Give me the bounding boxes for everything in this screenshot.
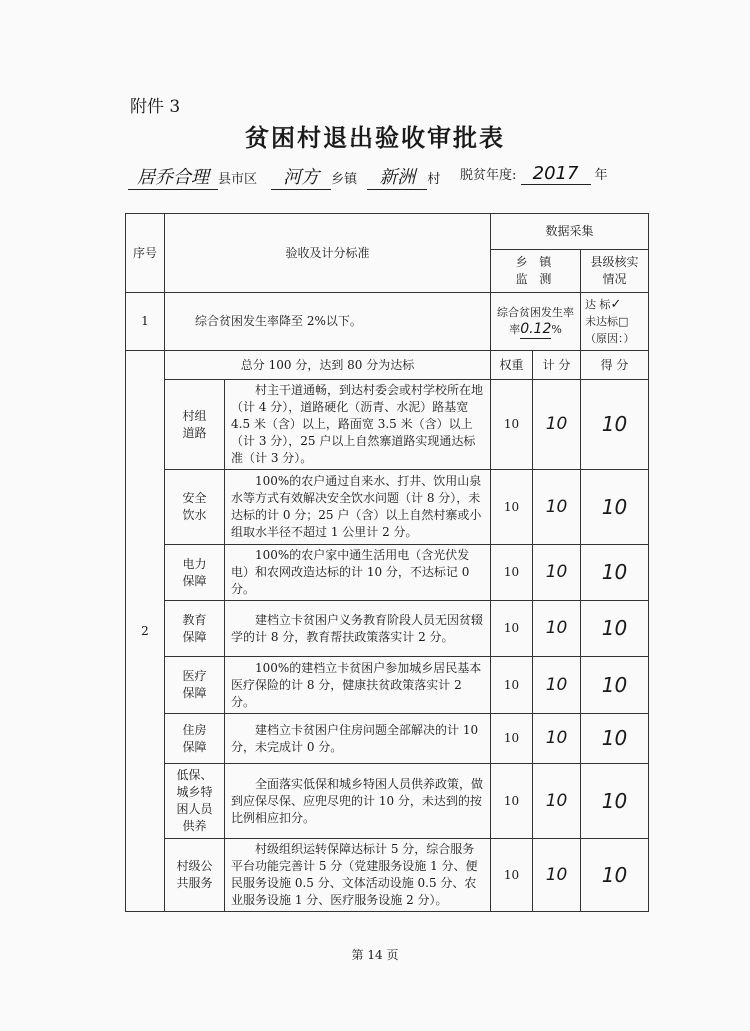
item-score: 10 <box>533 601 581 657</box>
item-row <box>126 380 649 470</box>
township-handwritten: 河方 <box>271 163 331 190</box>
item-result: 10 <box>581 545 649 601</box>
village-label: 村 <box>427 172 441 187</box>
item-result: 10 <box>581 764 649 839</box>
item-weight: 10 <box>491 714 533 764</box>
col-score-header: 计 分 <box>533 351 581 380</box>
item-name: 电力保障 <box>165 545 225 601</box>
item-row <box>126 470 649 545</box>
year-line <box>460 163 608 185</box>
item-weight: 10 <box>491 601 533 657</box>
item-criteria: 100%的农户通过自来水、打井、饮用山泉水等方式有效解决安全饮水问题（计 8 分），未达标的计 0 分；25 户（含）以上自然村寨或小组取水半径不超过 1 公里计 2 分。 <box>225 470 491 545</box>
row-1-no: 1 <box>126 293 165 351</box>
form-title: 贫困村退出验收审批表 <box>245 123 505 152</box>
col-header-county: 县级核实情况 <box>581 250 649 293</box>
item-name: 医疗保障 <box>165 657 225 714</box>
item-weight: 10 <box>491 839 533 912</box>
item-weight: 10 <box>491 764 533 839</box>
item-criteria: 村级组织运转保障达标计 5 分，综合服务平台功能完善计 5 分（党建服务设施 1 分、便民服务设施 0.5 分、文体活动设施 0.5 分、农业服务设施 1 分、医疗服务设施 2 分）。 <box>225 839 491 912</box>
col-header-criteria: 验收及计分标准 <box>165 214 491 293</box>
item-criteria: 100%的农户家中通生活用电（含光伏发电）和农网改造达标的计 10 分，不达标记 0 分。 <box>225 545 491 601</box>
item-name: 教育保障 <box>165 601 225 657</box>
item-score: 10 <box>533 380 581 470</box>
year-unit: 年 <box>594 168 608 183</box>
item-weight: 10 <box>491 657 533 714</box>
item-row <box>126 839 649 912</box>
col-header-township: 乡 镇 监 测 <box>491 250 581 293</box>
item-name: 安全饮水 <box>165 470 225 545</box>
row-1-reason: （原因：） <box>585 332 635 345</box>
item-score: 10 <box>533 545 581 601</box>
item-criteria: 村主干道通畅，到达村委会或村学校所在地（计 4 分），道路硬化（沥青、水泥）路基宽 4.5 米（含）以上，路面宽 3.5 米（含）以上（计 3 分），25 户以上自然寨道路实现通达标准（计 3 分）。 <box>225 380 491 470</box>
item-result: 10 <box>581 470 649 545</box>
item-result: 10 <box>581 657 649 714</box>
col-header-data: 数据采集 <box>491 214 649 250</box>
row-2-summary-text: 总分 100 分，达到 80 分为达标 <box>165 351 491 380</box>
item-row <box>126 545 649 601</box>
item-result: 10 <box>581 714 649 764</box>
year-label: 脱贫年度: <box>460 168 517 183</box>
item-weight: 10 <box>491 470 533 545</box>
page-number: 第 14 页 <box>351 948 399 962</box>
row-1-check-mark: ✓ <box>610 297 622 312</box>
item-score: 10 <box>533 470 581 545</box>
item-row <box>126 714 649 764</box>
item-name: 住房保障 <box>165 714 225 764</box>
item-score: 10 <box>533 764 581 839</box>
item-name: 村级公共服务 <box>165 839 225 912</box>
location-line <box>128 163 440 190</box>
item-row <box>126 657 649 714</box>
item-criteria: 全面落实低保和城乡特困人员供养政策，做到应保尽保、应兜尽兜的计 10 分，未达到的按比例相应扣分。 <box>225 764 491 839</box>
year-handwritten: 2017 <box>521 163 591 185</box>
row-1-township-cell <box>491 293 581 351</box>
county-label: 县市区 <box>218 172 258 187</box>
row-1-pass-label: 达 标 <box>585 298 611 311</box>
col-result-header: 得 分 <box>581 351 649 380</box>
item-weight: 10 <box>491 545 533 601</box>
item-result: 10 <box>581 839 649 912</box>
item-score: 10 <box>533 657 581 714</box>
item-name: 低保、城乡特困人员供养 <box>165 764 225 839</box>
col-header-no: 序号 <box>126 214 165 293</box>
village-handwritten: 新洲 <box>367 163 427 190</box>
header-row <box>126 214 649 250</box>
attachment-label: 附件 3 <box>130 97 181 117</box>
row-2-no: 2 <box>126 351 165 912</box>
county-handwritten: 居乔合理 <box>128 163 218 190</box>
item-name: 村组道路 <box>165 380 225 470</box>
row-1 <box>126 293 649 351</box>
row-1-county-cell <box>581 293 649 351</box>
item-criteria: 建档立卡贫困户义务教育阶段人员无因贫辍学的计 8 分，教育帮扶政策落实计 2 分。 <box>225 601 491 657</box>
row-1-township-label: 综合贫困发生率 <box>497 306 575 319</box>
item-row <box>126 601 649 657</box>
row-1-township-unit: % <box>551 323 562 336</box>
item-score: 10 <box>533 714 581 764</box>
item-result: 10 <box>581 601 649 657</box>
row-2-summary <box>126 351 649 380</box>
row-1-township-value: 0.12 <box>520 321 552 337</box>
item-row <box>126 764 649 839</box>
item-weight: 10 <box>491 380 533 470</box>
row-1-fail-label: 未达标□ <box>585 315 629 328</box>
item-criteria: 100%的建档立卡贫困户参加城乡居民基本医疗保险的计 8 分，健康扶贫政策落实计 2 分。 <box>225 657 491 714</box>
township-label: 乡镇 <box>331 172 358 187</box>
item-criteria: 建档立卡贫困户住房问题全部解决的计 10 分，未完成计 0 分。 <box>225 714 491 764</box>
approval-table <box>125 213 649 912</box>
item-result: 10 <box>581 380 649 470</box>
row-1-township-prefix: 率 <box>509 323 521 336</box>
row-1-criteria: 综合贫困发生率降至 2%以下。 <box>165 293 491 351</box>
col-weight-header: 权重 <box>491 351 533 380</box>
item-score: 10 <box>533 839 581 912</box>
